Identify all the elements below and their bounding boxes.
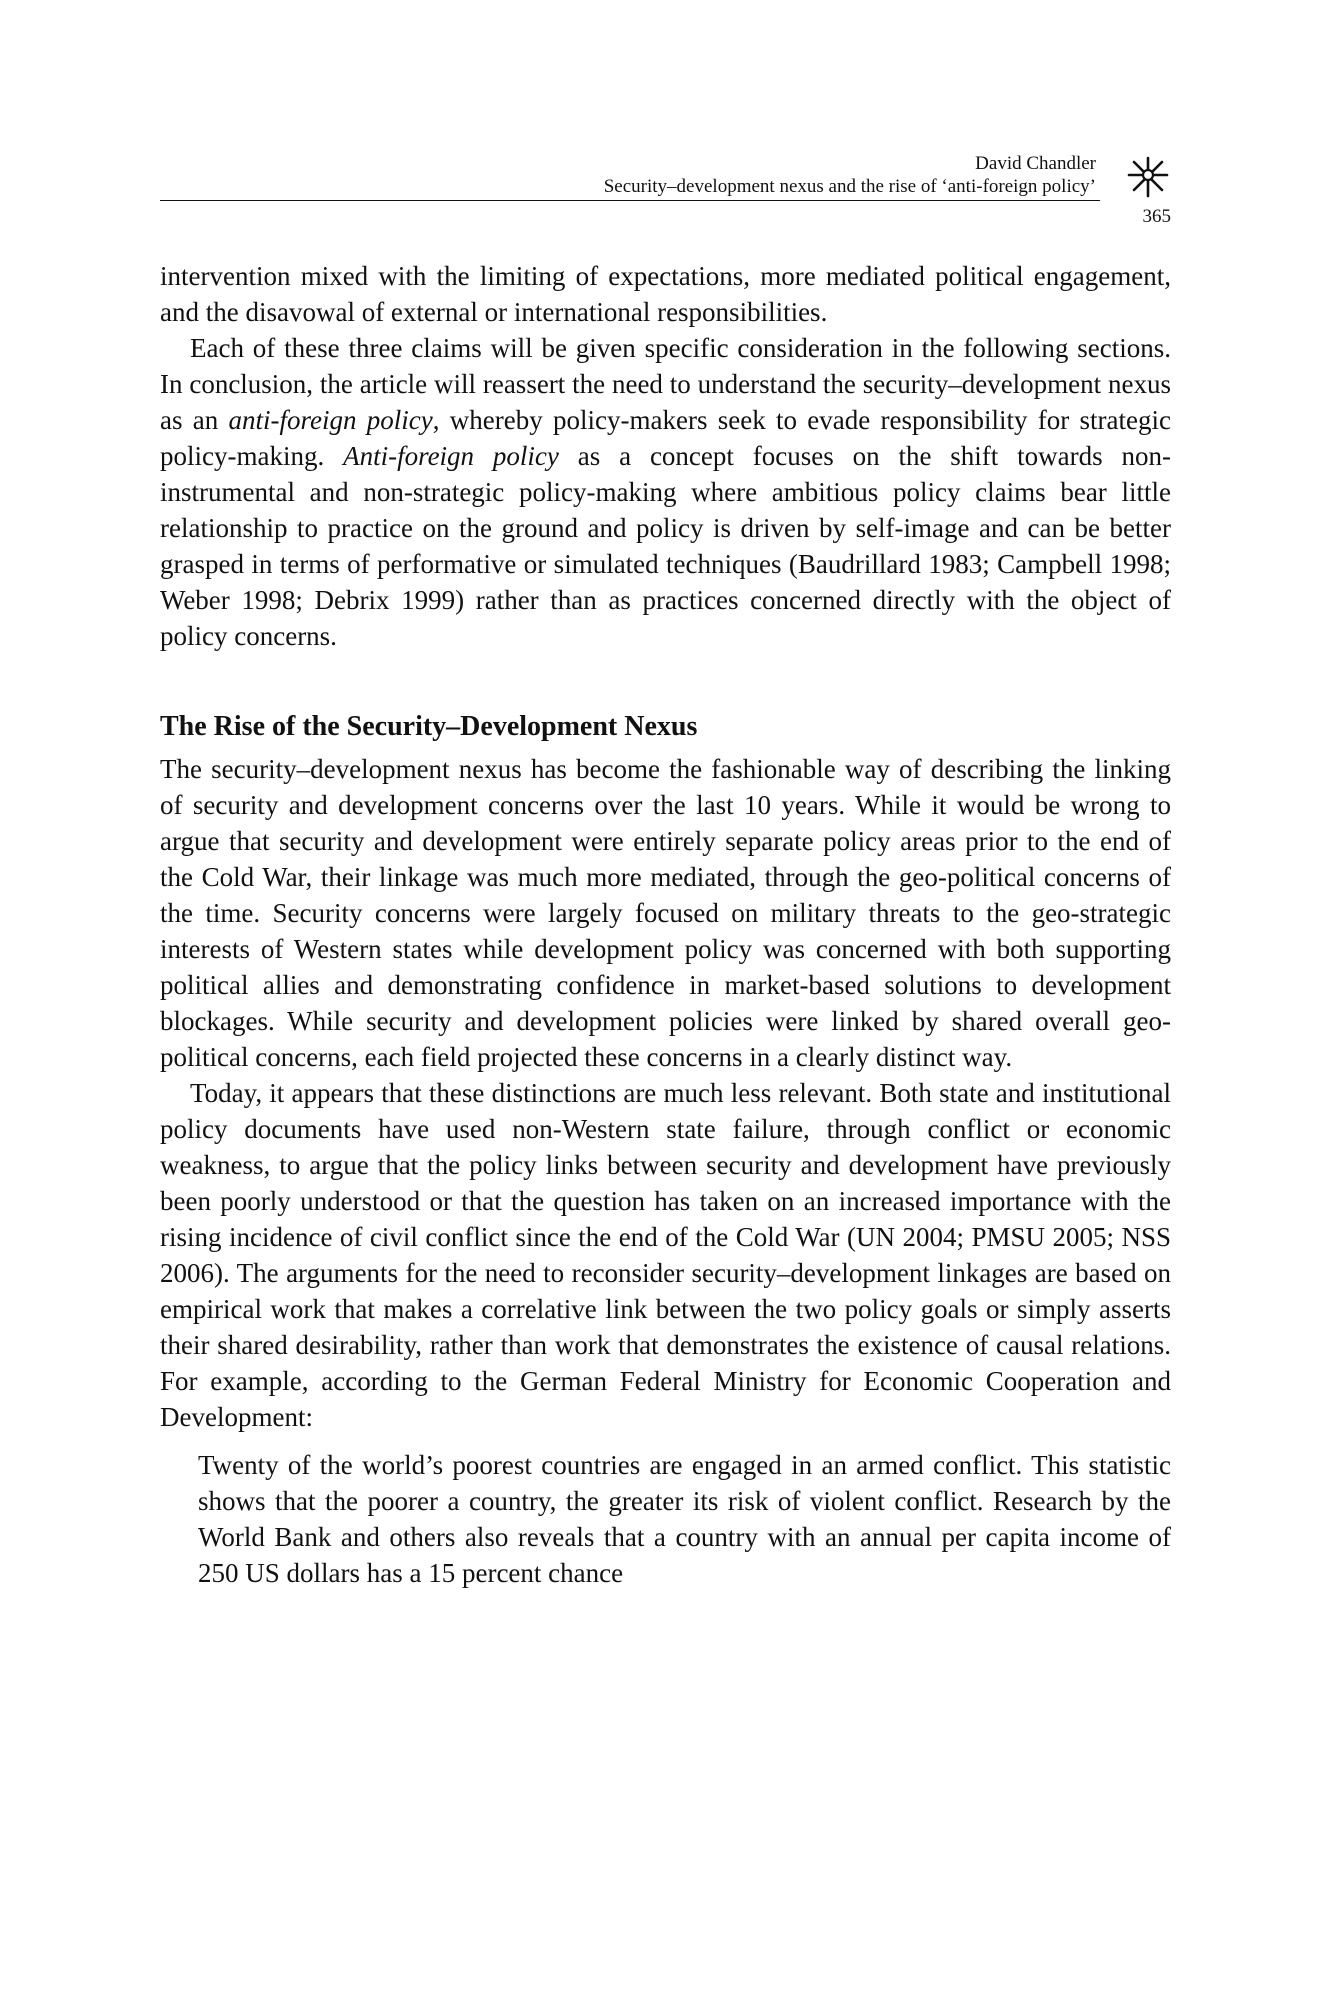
- header-author: David Chandler: [975, 153, 1096, 174]
- paragraph-text: as a concept focuses on the shift towards non-instrumental and non-strategic policy-making where ambitious policy claims bear little relationship to practice on the ground and policy is driven by self-image and can be better grasped in terms of performative or simulated techniques (Baudrillard 1983; Campbell 1998; Weber 1998; Debrix 1999) rather than as practices concerned directly with the object of policy concerns.: [160, 441, 1171, 651]
- paragraph-distinctions-today: Today, it appears that these distinctions are much less relevant. Both state and institutional policy documents have used non-Western state failure, through conflict or economic weakness, to argue that the policy links between security and development have previously been poorly understood or that the question has taken on an increased importance with the rising incidence of civil conflict since the end of the Cold War (UN 2004; PMSU 2005; NSS 2006). The arguments for the need to reconsider security–development linkages are based on empirical work that makes a correlative link between the two policy goals or simply asserts their shared desirability, rather than work that demonstrates the existence of causal relations. For example, according to the German Federal Ministry for Economic Cooperation and Development:: [160, 1078, 1171, 1432]
- paragraph-intro-continuation: intervention mixed with the limiting of expectations, more mediated political engagement, and the disavowal of external or international responsibilities.: [160, 261, 1171, 327]
- page-number: 365: [1142, 206, 1171, 227]
- header-running-title: Security–development nexus and the rise of ‘anti-foreign policy’: [603, 176, 1096, 197]
- block-quote: [198, 1447, 1171, 1591]
- running-header: [160, 150, 1171, 230]
- paragraph-text: Each of these three claims will be given specific consideration in the following sections. In conclusion, the article will reassert the need to understand the security–development nexus as an: [160, 333, 1171, 435]
- article-body: [160, 258, 1171, 1591]
- section-heading: The Rise of the Security–Development Nexus: [160, 711, 698, 742]
- paragraph-claims-overview: [160, 330, 1171, 654]
- block-quote-text: Twenty of the world’s poorest countries are engaged in an armed conflict. This statistic shows that the poorer a country, the greater its risk of violent conflict. Research by the World Bank and others also reveals that a country with an annual per capita income of 250 US dollars has a 15 percent chance: [198, 1450, 1171, 1588]
- italic-term: anti-foreign policy: [228, 405, 433, 435]
- italic-term: Anti-foreign policy: [343, 441, 559, 471]
- paragraph-nexus-history: The security–development nexus has become the fashionable way of describing the linking of security and development concerns over the last 10 years. While it would be wrong to argue that security and development were entirely separate policy areas prior to the end of the Cold War, their linkage was much more mediated, through the geo-political concerns of the time. Security concerns were largely focused on military threats to the geo-strategic interests of Western states while development policy was concerned with both supporting political allies and demonstrating confidence in market-based solutions to development blockages. While security and development policies were linked by shared overall geo-political concerns, each field projected these concerns in a clearly distinct way.: [160, 754, 1171, 1072]
- header-rule: [160, 200, 1100, 201]
- journal-star-logo-icon: [1125, 154, 1171, 200]
- paragraph-text: , whereby policy-makers seek to evade responsibility for strategic policy-making.: [160, 405, 1171, 471]
